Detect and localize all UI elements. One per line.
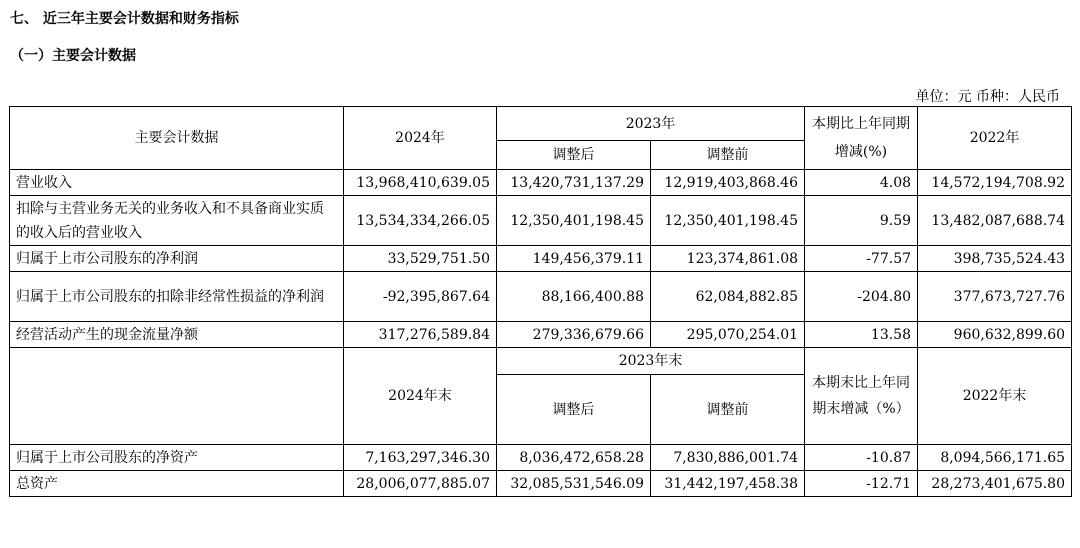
- cell-2023-adjusted-after: 88,166,400.88: [497, 272, 651, 322]
- table-row: [10, 322, 1072, 348]
- header-adjusted-after-end: 调整后: [497, 375, 651, 445]
- cell-2023-adjusted-before: 123,374,861.08: [651, 246, 805, 272]
- cell-2023-adjusted-after: 32,085,531,546.09: [497, 471, 651, 497]
- header-adjusted-after: 调整后: [497, 141, 651, 170]
- cell-2023-adjusted-before: 62,084,882.85: [651, 272, 805, 322]
- accounting-data-table: [9, 106, 1072, 497]
- cell-2022: 8,094,566,171.65: [918, 445, 1072, 471]
- header-2022: 2022年: [918, 107, 1072, 170]
- row-label: 营业收入: [10, 170, 344, 196]
- cell-2024: -92,395,867.64: [344, 272, 497, 322]
- cell-2024: 28,006,077,885.07: [344, 471, 497, 497]
- cell-change: -204.80: [805, 272, 918, 322]
- cell-change: 13.58: [805, 322, 918, 348]
- cell-2023-adjusted-before: 31,442,197,458.38: [651, 471, 805, 497]
- header-change: 本期比上年同期增减(%): [805, 107, 918, 170]
- header-adjusted-before-end: 调整前: [651, 375, 805, 445]
- table-row: [10, 246, 1072, 272]
- header-2024-end: 2024年末: [344, 348, 497, 445]
- cell-2022: 13,482,087,688.74: [918, 196, 1072, 246]
- table-row: [10, 196, 1072, 246]
- cell-2022: 377,673,727.76: [918, 272, 1072, 322]
- cell-change: -77.57: [805, 246, 918, 272]
- header-2024: 2024年: [344, 107, 497, 170]
- header-2022-end: 2022年末: [918, 348, 1072, 445]
- cell-2023-adjusted-after: 12,350,401,198.45: [497, 196, 651, 246]
- cell-2023-adjusted-before: 7,830,886,001.74: [651, 445, 805, 471]
- table-row: [10, 445, 1072, 471]
- cell-change: -10.87: [805, 445, 918, 471]
- cell-change: -12.71: [805, 471, 918, 497]
- cell-2023-adjusted-after: 279,336,679.66: [497, 322, 651, 348]
- cell-2023-adjusted-after: 149,456,379.11: [497, 246, 651, 272]
- header-adjusted-before: 调整前: [651, 141, 805, 170]
- cell-change: 9.59: [805, 196, 918, 246]
- cell-change: 4.08: [805, 170, 918, 196]
- row-label: 经营活动产生的现金流量净额: [10, 322, 344, 348]
- cell-2024: 7,163,297,346.30: [344, 445, 497, 471]
- header-row-top: [10, 107, 1072, 141]
- unit-currency-note: 单位：元 币种：人民币: [915, 89, 1060, 105]
- subsection-heading: （一）主要会计数据: [10, 48, 136, 64]
- cell-2023-adjusted-before: 295,070,254.01: [651, 322, 805, 348]
- cell-2022: 28,273,401,675.80: [918, 471, 1072, 497]
- row-label: 总资产: [10, 471, 344, 497]
- section-heading: 七、 近三年主要会计数据和财务指标: [10, 11, 239, 27]
- cell-2022: 398,735,524.43: [918, 246, 1072, 272]
- table-row: [10, 471, 1072, 497]
- header-item: 主要会计数据: [10, 107, 344, 170]
- header-change-end: 本期末比上年同期末增减（%）: [805, 348, 918, 445]
- cell-2024: 13,968,410,639.05: [344, 170, 497, 196]
- cell-2022: 960,632,899.60: [918, 322, 1072, 348]
- cell-2023-adjusted-after: 8,036,472,658.28: [497, 445, 651, 471]
- cell-2023-adjusted-before: 12,350,401,198.45: [651, 196, 805, 246]
- cell-2024: 33,529,751.50: [344, 246, 497, 272]
- cell-2022: 14,572,194,708.92: [918, 170, 1072, 196]
- cell-2024: 13,534,334,266.05: [344, 196, 497, 246]
- cell-2023-adjusted-before: 12,919,403,868.46: [651, 170, 805, 196]
- row-label: 归属于上市公司股东的扣除非经常性损益的净利润: [10, 272, 344, 322]
- cell-2023-adjusted-after: 13,420,731,137.29: [497, 170, 651, 196]
- header-2023: 2023年: [497, 107, 805, 141]
- header-row-bottom: [10, 348, 1072, 375]
- table-row: [10, 170, 1072, 196]
- table-row: [10, 272, 1072, 322]
- row-label: 扣除与主营业务无关的业务收入和不具备商业实质的收入后的营业收入: [10, 196, 344, 246]
- row-label: 归属于上市公司股东的净利润: [10, 246, 344, 272]
- cell-2024: 317,276,589.84: [344, 322, 497, 348]
- row-label: 归属于上市公司股东的净资产: [10, 445, 344, 471]
- header-item-blank: [10, 348, 344, 445]
- header-2023-end: 2023年末: [497, 348, 805, 375]
